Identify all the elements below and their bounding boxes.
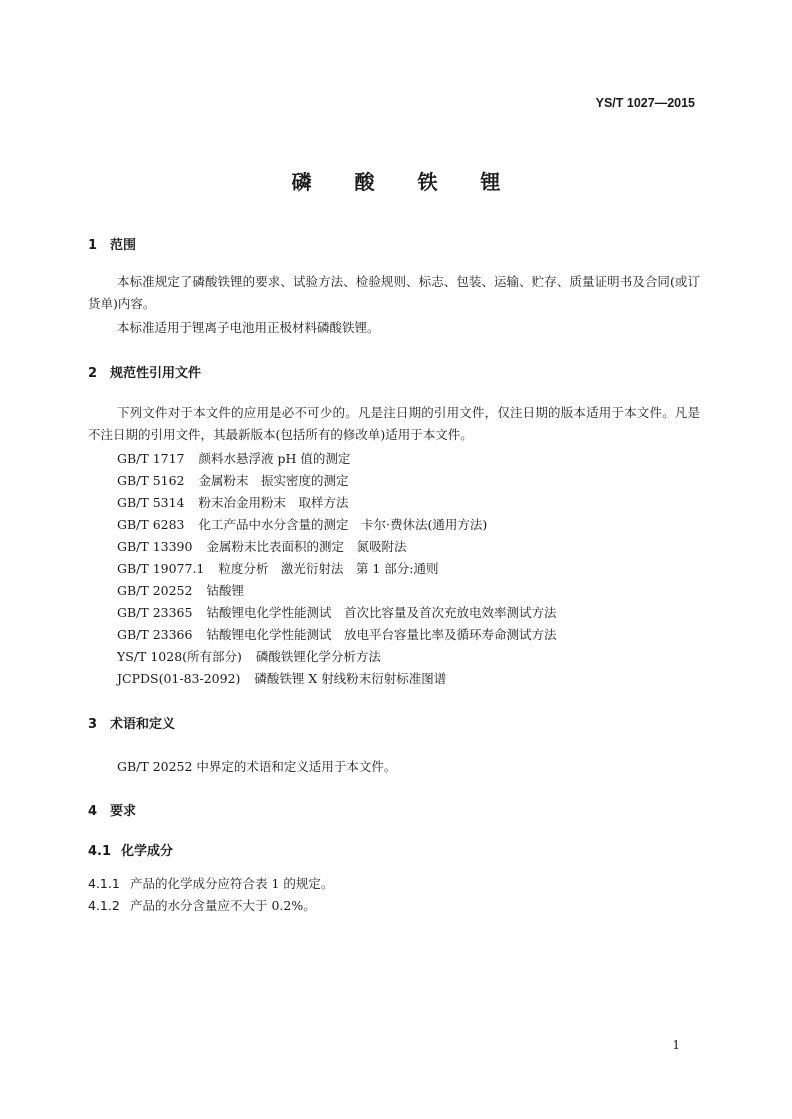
clause-item bbox=[88, 874, 333, 892]
reference-title: 磷酸铁锂化学分析方法 bbox=[255, 649, 381, 664]
scope-paragraph-2: 本标准适用于锂离子电池用正极材料磷酸铁锂。 bbox=[117, 320, 380, 335]
section-number: 2 bbox=[88, 366, 98, 381]
section-3-heading bbox=[88, 713, 175, 732]
reference-item bbox=[117, 471, 349, 489]
clause-number: 4.1.1 bbox=[88, 876, 120, 891]
scope-paragraph-1: 本标准规定了磷酸铁锂的要求、试验方法、检验规则、标志、包装、运输、贮存、质量证明书及合同(或订货单)内容。 bbox=[88, 274, 700, 311]
terms-text: GB/T 20252 中界定的术语和定义适用于本文件。 bbox=[117, 759, 397, 774]
section-number: 4 bbox=[88, 804, 98, 819]
reference-title: 粒度分析 激光衍射法 第 1 部分:通则 bbox=[218, 561, 439, 576]
reference-title: 金属粉末 振实密度的测定 bbox=[198, 473, 349, 488]
page-number: 1 bbox=[672, 1038, 680, 1052]
section-title: 术语和定义 bbox=[110, 717, 176, 732]
references-intro: 下列文件对于本文件的应用是必不可少的。凡是注日期的引用文件，仅注日期的版本适用于本文件。凡是不注日期的引用文件，其最新版本(包括所有的修改单)适用于本文件。 bbox=[88, 405, 700, 442]
subsection-number: 4.1 bbox=[88, 844, 112, 859]
reference-item bbox=[117, 603, 556, 621]
document-title: 磷 酸 铁 锂 bbox=[291, 170, 519, 194]
reference-item bbox=[117, 669, 446, 687]
reference-item bbox=[117, 581, 244, 599]
reference-item bbox=[117, 625, 556, 643]
section-4-heading bbox=[88, 800, 136, 819]
reference-item bbox=[117, 647, 381, 665]
reference-code: YS/T 1028(所有部分) bbox=[117, 649, 242, 664]
subsection-4-1-heading bbox=[88, 840, 173, 859]
reference-title: 钴酸锂 bbox=[206, 583, 244, 598]
reference-code: GB/T 23365 bbox=[117, 605, 193, 620]
reference-title: 粉末冶金用粉末 取样方法 bbox=[198, 495, 349, 510]
reference-code: GB/T 19077.1 bbox=[117, 561, 205, 576]
reference-title: 颜料水悬浮液 pH 值的测定 bbox=[198, 451, 351, 466]
reference-item bbox=[117, 515, 487, 533]
clause-item bbox=[88, 896, 316, 914]
reference-code: GB/T 20252 bbox=[117, 583, 193, 598]
reference-code: GB/T 1717 bbox=[117, 451, 185, 466]
reference-title: 钴酸锂电化学性能测试 首次比容量及首次充放电效率测试方法 bbox=[206, 605, 557, 620]
clause-text: 产品的化学成分应符合表 1 的规定。 bbox=[130, 876, 334, 891]
subsection-title: 化学成分 bbox=[121, 844, 174, 859]
reference-title: 金属粉末比表面积的测定 氮吸附法 bbox=[206, 539, 407, 554]
reference-item bbox=[117, 493, 349, 511]
reference-code: GB/T 13390 bbox=[117, 539, 193, 554]
section-2-heading bbox=[88, 362, 201, 381]
section-title: 范围 bbox=[110, 238, 137, 253]
reference-title: 钴酸锂电化学性能测试 放电平台容量比率及循环寿命测试方法 bbox=[206, 627, 557, 642]
clause-text: 产品的水分含量应不大于 0.2%。 bbox=[130, 898, 316, 913]
section-1-heading bbox=[88, 234, 136, 253]
reference-item bbox=[117, 537, 406, 555]
standard-code: YS/T 1027—2015 bbox=[595, 96, 695, 110]
reference-code: GB/T 23366 bbox=[117, 627, 193, 642]
reference-item bbox=[117, 559, 439, 577]
clause-number: 4.1.2 bbox=[88, 898, 120, 913]
reference-code: GB/T 5162 bbox=[117, 473, 185, 488]
reference-title: 磷酸铁锂 X 射线粉末衍射标准图谱 bbox=[254, 671, 447, 686]
reference-code: GB/T 6283 bbox=[117, 517, 185, 532]
reference-code: GB/T 5314 bbox=[117, 495, 185, 510]
section-number: 1 bbox=[88, 238, 98, 253]
section-number: 3 bbox=[88, 717, 98, 732]
section-title: 要求 bbox=[110, 804, 137, 819]
section-title: 规范性引用文件 bbox=[110, 366, 202, 381]
reference-item bbox=[117, 449, 350, 467]
reference-title: 化工产品中水分含量的测定 卡尔·费休法(通用方法) bbox=[198, 517, 488, 532]
reference-code: JCPDS(01-83-2092) bbox=[117, 671, 241, 686]
